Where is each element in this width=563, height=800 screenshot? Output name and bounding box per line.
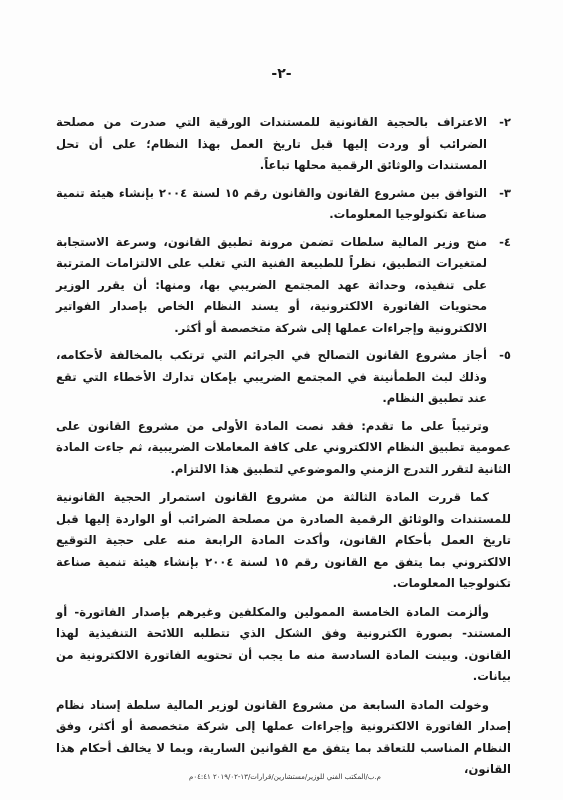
list-item-text: منح وزير المالية سلطات تضمن مرونة تطبيق القانون، وسرعة الاستجابة لمتغيرات التطبيق، نظراً للطبيعة الفنية التي تغلب على الالتزامات المترتبة على تنفيذه، وحداثة عهد المجتمع الضريبي بها، ومنها: أن يقرر الوزير محتويات الفاتورة الالكترونية، أو يسند النظام الخاص بإصدار الفواتير الالكترونية وإجراءات عملها إلى شركة متخصصة أو أكثر. [56, 234, 487, 335]
list-item-number: ٣- [499, 185, 511, 200]
document-body [56, 112, 511, 788]
page-number: -٢- [271, 66, 292, 82]
list-item-text: أجاز مشروع القانون التصالح في الجرائم التي ترتكب بالمخالفة لأحكامه، وذلك لبث الطمأنينة في المجتمع الضريبي بإمكان تدارك الأخطاء التي تقع عند تطبيق النظام. [56, 348, 487, 405]
list-item-number: ٤- [499, 234, 511, 249]
body-paragraph: وألزمت المادة الخامسة الممولين والمكلفين وغيرهم بإصدار الفاتورة- أو المستند- بصورة الكترونية وفق الشكل الذي تتطلبه اللائحة التنفيذية لهذا القانون. وبينت المادة السادسة منه ما يجب أن تحتويه الفاتورة الالكترونية من بيانات. [56, 604, 511, 683]
file-path-footer: م.ب/المكتب الفني للوزير/مستشارين/قرارات/١٣-٢٠١٩/٠٢ ٠٤:٤١م [188, 773, 381, 781]
list-item [56, 232, 511, 340]
list-item-number: ٢- [499, 115, 511, 129]
body-paragraph: وخولت المادة السابعة من مشروع القانون لوزير المالية سلطة إسناد نظام إصدار الفاتورة الالكترونية وإجراءات عملها إلى شركة متخصصة أو أكثر، وفق النظام المناسب للتعاقد بما يتفق مع القوانين السارية، وبما لا يخالف أحكام هذا القانون، [56, 697, 511, 776]
body-paragraph: وترتيباً على ما تقدم: فقد نصت المادة الأولى من مشروع القانون على عمومية تطبيق النظام الالكتروني على كافة المعاملات الضريبية، ثم جاءت المادة الثانية لتقرر التدرج الزمني والموضوعي لتطبيق هذا الالتزام. [56, 418, 511, 476]
list-item [56, 112, 511, 177]
list-item-text: الاعتراف بالحجية القانونية للمستندات الورقية التي صدرت من مصلحة الضرائب أو وردت إليها قبل تاريخ العمل بهذا النظام؛ على أن تحل المستندات والوثائق الرقمية محلها تباعاً. [56, 115, 487, 172]
list-item-number: ٥- [499, 348, 511, 362]
list-item [56, 345, 511, 410]
body-paragraph: كما قررت المادة الثالثة من مشروع القانون استمرار الحجية القانونية للمستندات والوثائق الرقمية الصادرة من مصلحة الضرائب أو الواردة إليها قبل تاريخ العمل بأحكام القانون، وأكدت المادة الرابعة منه على حجية التوقيع الالكتروني بما يتفق مع القانون رقم ١٥ لسنة ٢٠٠٤ بإنشاء هيئة تنمية صناعة تكنولوجيا المعلومات. [56, 490, 511, 590]
list-item [56, 183, 511, 226]
list-item-text: التوافق بين مشروع القانون والقانون رقم ١٥ لسنة ٢٠٠٤ بإنشاء هيئة تنمية صناعة تكنولوجيا المعلومات. [56, 185, 487, 221]
